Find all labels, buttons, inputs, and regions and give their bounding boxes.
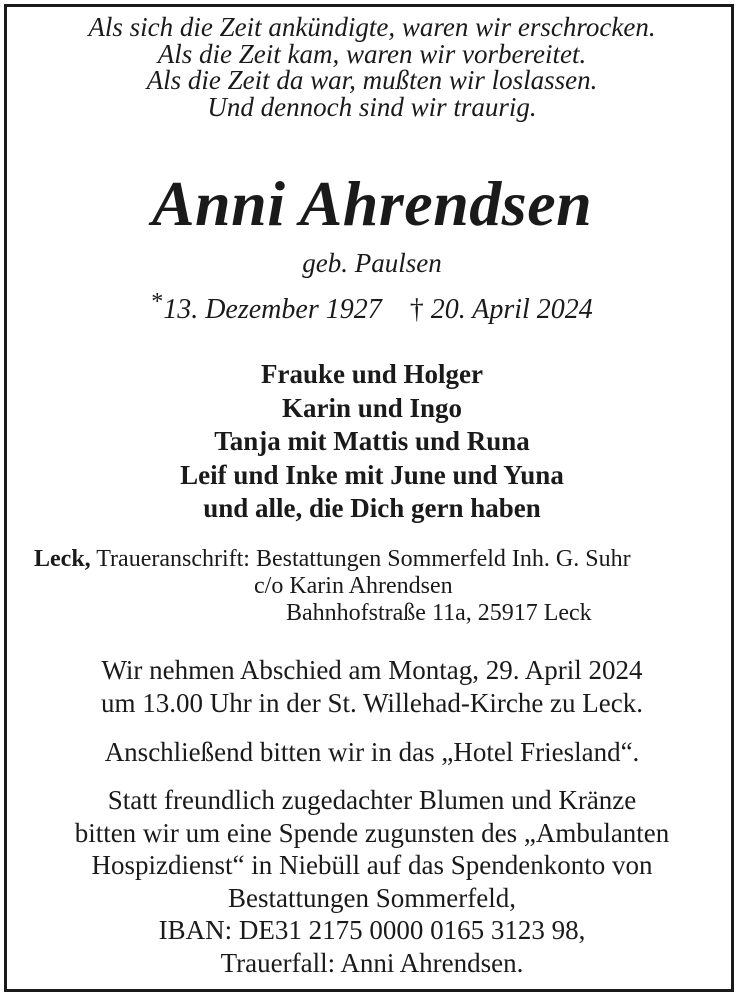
family-member: Leif und Inke mit June und Yuna (180, 459, 564, 490)
after-service-note: Anschließend bitten wir in das „Hotel Friesland“. (104, 737, 640, 767)
address-city: Leck, (34, 546, 91, 572)
deceased-name: Anni Ahrendsen (151, 168, 593, 239)
family-list (0, 358, 744, 526)
poem-line: Als sich die Zeit ankündigte, waren wir erschrocken. (88, 12, 656, 42)
cross-icon: † (409, 294, 424, 325)
address-line-1: Traueranschrift: Bestattungen Sommerfeld Inh. G. Suhr (90, 546, 631, 572)
death-date: 20. April 2024 (430, 294, 593, 325)
poem-line: Als die Zeit da war, mußten wir loslassen. (146, 65, 598, 95)
farewell-line: Wir nehmen Abschied am Montag, 29. April 2024 (101, 655, 643, 685)
address-line-3: Bahnhofstraße 11a, 25917 Leck (286, 600, 592, 626)
donation-line: bitten wir um eine Spende zugunsten des „Ambulanten (74, 817, 670, 848)
donation-line: IBAN: DE31 2175 0000 0165 3123 98, (158, 915, 586, 945)
birth-star-icon: * (151, 289, 164, 315)
donation-line: Trauerfall: Anni Ahrendsen. (220, 947, 524, 978)
family-member: Tanja mit Mattis und Runa (214, 426, 530, 456)
poem-line: Als die Zeit kam, waren wir vorbereitet. (157, 38, 587, 69)
life-dates (0, 284, 744, 328)
donation-request (0, 784, 744, 979)
poem-line: Und dennoch sind wir traurig. (207, 91, 537, 122)
mourning-address (34, 546, 734, 627)
family-member: Karin und Ingo (281, 392, 463, 423)
donation-line: Bestattungen Sommerfeld, (228, 882, 516, 913)
birth-date: 13. Dezember 1927 (163, 294, 382, 325)
family-member: Frauke und Holger (260, 359, 483, 389)
family-member: und alle, die Dich gern haben (203, 493, 541, 523)
donation-line: Hospizdienst“ in Niebüll auf das Spendenkonto von (91, 850, 653, 880)
birth-name: geb. Paulsen (302, 248, 442, 278)
address-line-2: c/o Karin Ahrendsen (254, 573, 453, 599)
farewell-line: um 13.00 Uhr in der St. Willehad-Kirche zu Leck. (100, 688, 644, 718)
poem (0, 14, 744, 120)
donation-line: Statt freundlich zugedachter Blumen und Kränze (107, 785, 637, 815)
farewell-info (0, 654, 744, 720)
